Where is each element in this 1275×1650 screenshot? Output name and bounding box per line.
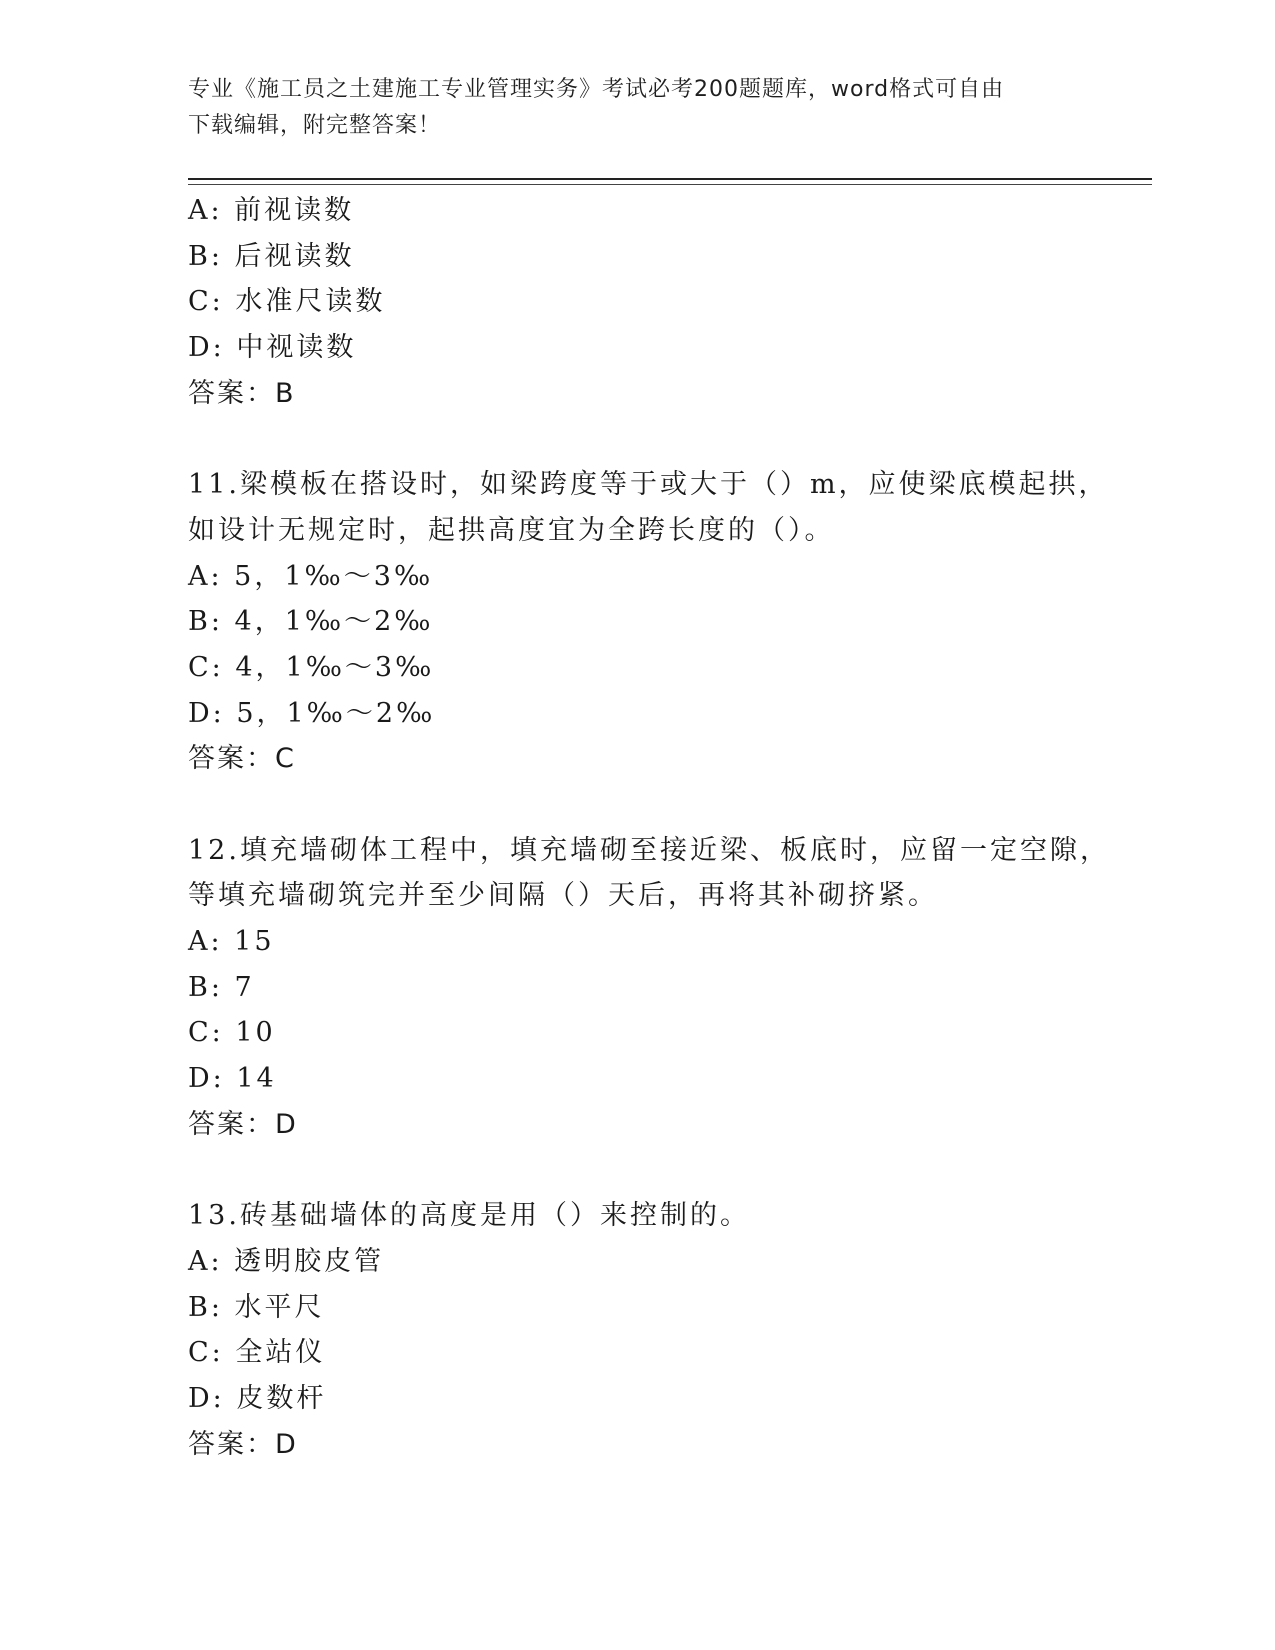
header-divider-thin (188, 184, 1152, 185)
option-d: D: 14 (188, 1063, 277, 1095)
question-stem-line: 12.填充墙砌体工程中，填充墙砌至接近梁、板底时，应留一定空隙， (188, 834, 1110, 866)
option-b: B: 7 (188, 971, 255, 1003)
option-d: D: 5，1‰～2‰ (188, 697, 436, 729)
question-stem-line: 如设计无规定时，起拱高度宜为全跨长度的（）。 (188, 514, 835, 546)
spacer (188, 1147, 1148, 1193)
option-a: A: 透明胶皮管 (188, 1245, 385, 1277)
question-block-continued (188, 188, 1148, 416)
spacer (188, 782, 1148, 828)
option-c: C: 全站仪 (188, 1337, 326, 1369)
option-c: C: 水准尺读数 (188, 286, 386, 318)
answer-line: 答案：B (188, 377, 296, 409)
option-b: B: 后视读数 (188, 240, 355, 272)
option-a: A: 15 (188, 926, 275, 957)
question-block-11 (188, 462, 1148, 782)
answer-line: 答案：C (188, 743, 296, 775)
header-line-1: 专业《施工员之土建施工专业管理实务》考试必考200题题库，word格式可自由 (188, 77, 1005, 102)
option-a: A: 前视读数 (188, 195, 355, 226)
question-stem-line: 等填充墙砌筑完并至少间隔（）天后，再将其补砌挤紧。 (188, 880, 938, 912)
option-d: D: 皮数杆 (188, 1382, 327, 1414)
option-b: B: 水平尺 (188, 1291, 325, 1323)
option-d: D: 中视读数 (188, 332, 357, 364)
question-block-13 (188, 1193, 1148, 1467)
answer-line: 答案：D (188, 1428, 298, 1460)
option-b: B: 4，1‰～2‰ (188, 606, 434, 638)
spacer (188, 416, 1148, 462)
question-stem-line: 13.砖基础墙体的高度是用（）来控制的。 (188, 1200, 750, 1232)
header-divider-thick (188, 178, 1152, 180)
question-list (188, 188, 1148, 1467)
question-block-12 (188, 828, 1148, 1148)
answer-line: 答案：D (188, 1108, 298, 1140)
option-a: A: 5，1‰～3‰ (188, 560, 434, 592)
header-line-2: 下载编辑，附完整答案！ (188, 113, 442, 138)
option-c: C: 10 (188, 1017, 276, 1049)
document-header (188, 72, 1088, 144)
question-stem-line: 11.梁模板在搭设时，如梁跨度等于或大于（）m，应使梁底模起拱， (188, 469, 1109, 501)
option-c: C: 4，1‰～3‰ (188, 651, 435, 683)
